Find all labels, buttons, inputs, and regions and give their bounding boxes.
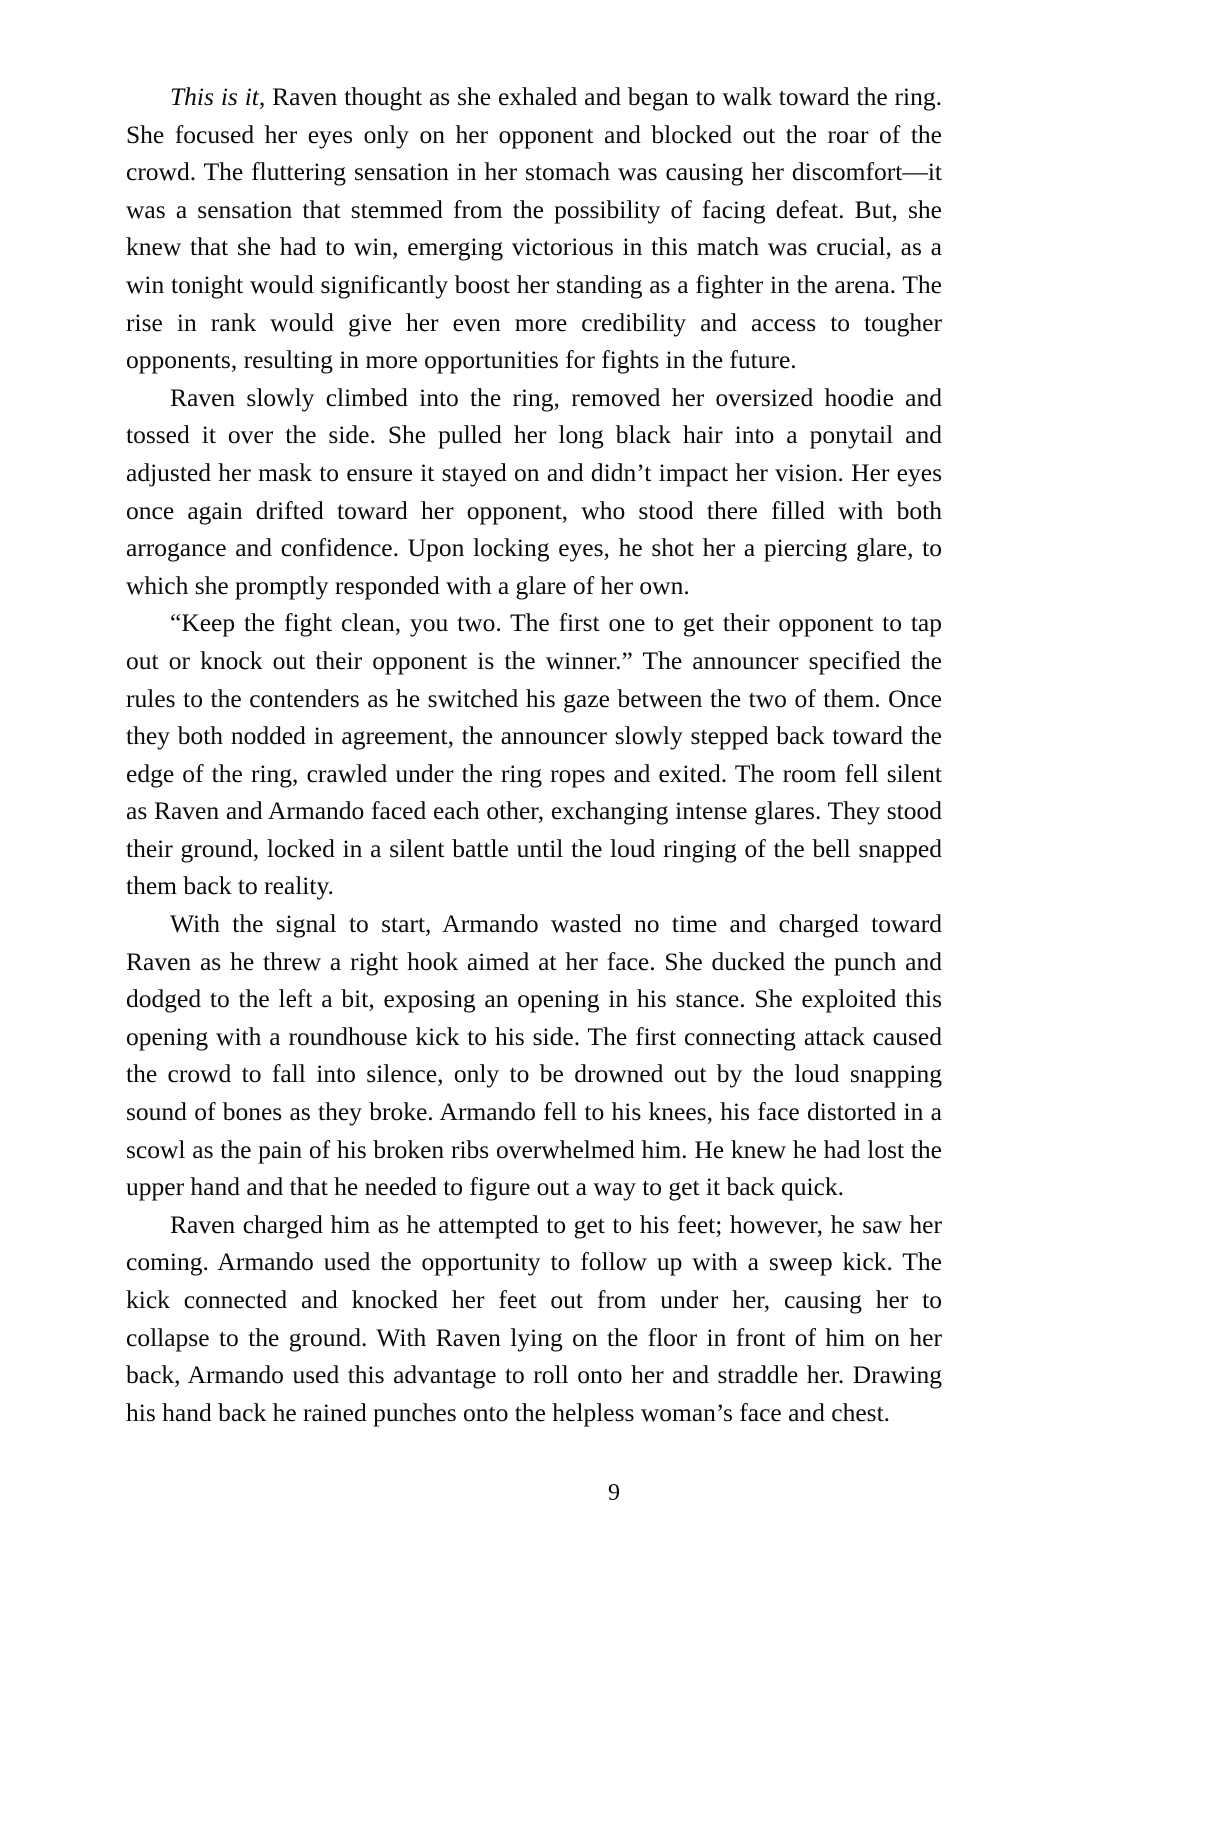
paragraph-5 (126, 1206, 942, 1432)
paragraph-4-text: With the signal to start, Armando wasted no time and charged toward Raven as he threw a right hook aimed at her face. She ducked the punch and dodged to the left a bit, exposing an opening in his stance. She exploited this opening with a roundhouse kick to his side. The first connecting attack caused the crowd to fall into silence, only to be drowned out by the loud snapping sound of bones as they broke. Armando fell to his knees, his face distorted in a scowl as the pain of his broken ribs overwhelmed him. He knew he had lost the upper hand and that he needed to figure out a way to get it back quick. (126, 909, 942, 1202)
paragraph-1 (126, 78, 942, 379)
paragraph-2-text: Raven slowly climbed into the ring, removed her oversized hoodie and tossed it over the side. She pulled her long black hair into a ponytail and adjusted her mask to ensure it stayed on and didn’t impact her vision. Her eyes once again drifted toward her opponent, who stood there filled with both arrogance and confidence. Upon locking eyes, he shot her a piercing glare, to which she promptly responded with a glare of her own. (126, 382, 942, 600)
italic-thought-lead: This is it, (170, 82, 266, 111)
paragraph-1-text: Raven thought as she exhaled and began to walk toward the ring. She focused her eyes only on her opponent and blocked out the roar of the crowd. The fluttering sensation in her stomach was causing her discomfort—it was a sensation that stemmed from the possibility of facing defeat. But, she knew that she had to win, emerging victorious in this match was crucial, as a win tonight would significantly boost her standing as a fighter in the arena. The rise in rank would give her even more credibility and access to tougher opponents, resulting in more opportunities for fights in the future. (126, 82, 942, 375)
paragraph-4 (126, 905, 942, 1206)
body-text-column (126, 78, 942, 1431)
paragraph-3-text: “Keep the fight clean, you two. The first one to get their opponent to tap out or knock out their opponent is the winner.” The announcer specified the rules to the contenders as he switched his gaze between the two of them. Once they both nodded in agreement, the announcer slowly stepped back toward the edge of the ring, crawled under the ring ropes and exited. The room fell silent as Raven and Armando faced each other, exchanging intense glares. They stood their ground, locked in a silent battle until the loud ringing of the bell snapped them back to reality. (126, 608, 942, 901)
paragraph-5-text: Raven charged him as he attempted to get to his feet; however, he saw her coming. Armando used the opportunity to follow up with a sweep kick. The kick connected and knocked her feet out from under her, causing her to collapse to the ground. With Raven lying on the floor in front of him on her back, Armando used this advantage to roll onto her and straddle her. Drawing his hand back he rained punches onto the helpless woman’s face and chest. (126, 1209, 942, 1427)
page-number: 9 (608, 1480, 620, 1506)
paragraph-2 (126, 379, 942, 605)
paragraph-3 (126, 604, 942, 905)
